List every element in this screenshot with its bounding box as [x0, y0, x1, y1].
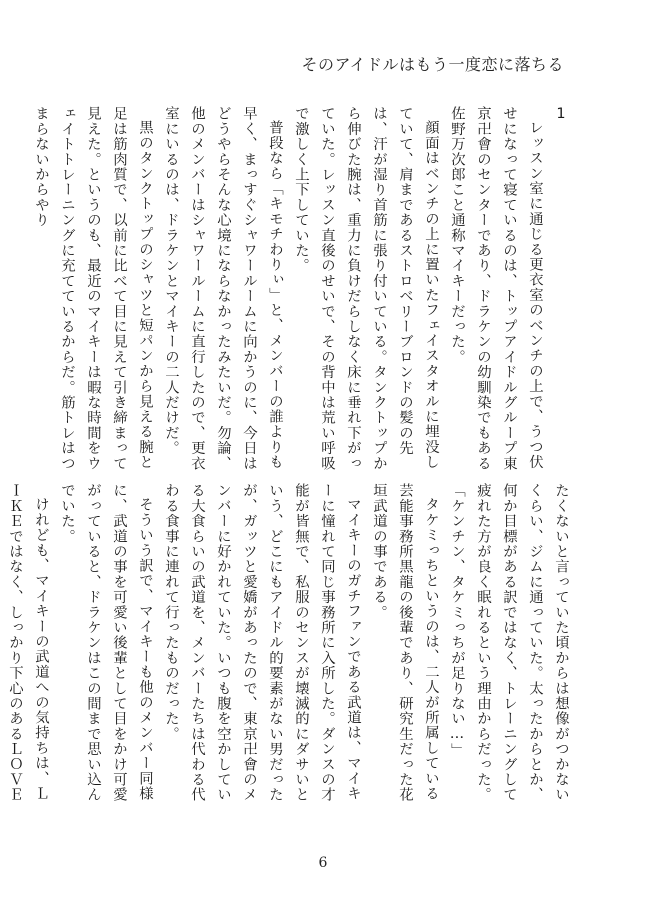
paragraph: タケミっちというのは、二人が所属している芸能事務所黒龍の後輩であり、研究生だった花垣武道の事である。: [371, 483, 439, 803]
paragraph: たくないと言っていた頃からは想像がつかないくらい、ジムに通っていた。太ったからとか、何か目標がある訳ではなく、トレーニングして疲れた方が良く眠れるという理由からだった。: [475, 483, 569, 803]
upper-text-block: [33, 106, 574, 471]
chapter-number: 1: [553, 106, 569, 123]
lower-text-block: [7, 483, 574, 810]
paragraph: 黒のタンクトップのシャツと短パンから見える腕と足は筋肉質で、以前に比べて目に見えて引き締まって見えた。というのも、最近のマイキーは暇な時間をウェイトトレーニングに充てているからだ。筋トレはつまらないからやり: [33, 106, 153, 471]
paragraph: 普段なら「キモチわりぃ」と、メンバーの誰よりも早く、まっすぐシャワールームに向かうのに、今日はどうやらそんな心境にならなかったみたいだ。勿論、他のメンバーはシャワールームに直行したので、更衣室にいるのは、ドラケンとマイキーの二人だけだ。: [163, 106, 283, 471]
running-title: そのアイドルはもう一度恋に落ちる: [301, 55, 564, 74]
paragraph: 顔面はベンチの上に置いたフェイスタオルに埋没していて、肩まであるストロベリーブロンドの髪の先は、汗が湿り首筋に張り付いている。タンクトップから伸びた腕は、重力に負けだらしなく床に垂れ下がっていた。レッスン直後のせいで、その背中は荒い呼吸で激しく上下していた。: [293, 106, 439, 471]
paragraph: マイキーのガチファンである武道は、マイキーに憧れて同じ事務所に入所した。ダンスの才能が皆無で、私服のセンスが壊滅的にダサいという、どこにもアイドル的要素がない男だったが、ガッツと愛嬌があったので、東京卍會のメンバーに好かれていた。いつも腹を空かしている大食らいの武道を、メンバーたちは代わる代わる食事に連れて行ったものだった。: [163, 483, 361, 803]
paragraph: レッスン室に通じる更衣室のベンチの上で、うつ伏せになって寝ているのは、トップアイドルグループ東京卍會のセンターであり、ドラケンの幼馴染でもある佐野万次郎こと通称マイキーだった。: [449, 106, 543, 471]
dialogue-line: 「ケンチン、タケミっちが足りない…」: [449, 483, 465, 759]
paragraph: けれども、マイキーの武道への気持ちは、ＬＩＫＥではなく、しっかり下心のあるＬＯＶＥ: [7, 483, 49, 803]
page-number: 6: [318, 855, 328, 871]
paragraph: そういう訳で、マイキーも他のメンバー同様に、武道の事を可愛い後輩として目をかけ可愛がっていると、ドラケンはこの間まで思い込んでいた。: [59, 483, 153, 803]
